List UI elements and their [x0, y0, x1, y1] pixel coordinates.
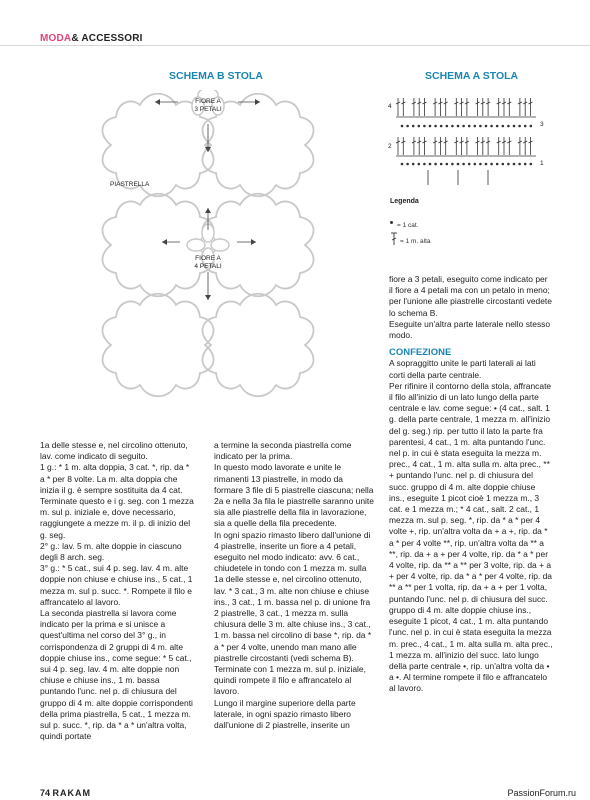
text-column-2: [214, 440, 374, 731]
chain-mark: [524, 163, 526, 165]
col1-para-2: 1 g.: * 1 m. alta doppia, 3 cat. *, rip. da * a * per 8 volte. La m. alta doppia che inizia il g. è sempre sostituita da 4 cat. Terminate questo e i g. seg. con 1 mezza m. sul p. iniziale e, dove necessario, raggiungete a mezze m. il p. di inizio del g. seg.: [40, 462, 194, 540]
chain-mark: [524, 125, 526, 127]
chain-mark: [502, 163, 504, 165]
chain-mark: [480, 125, 482, 127]
chain-mark: [440, 163, 442, 165]
col1-para-3: 2° g.: lav. 5 m. alte doppie in ciascuno degli 8 arch. seg.: [40, 540, 182, 563]
chain-mark: [429, 163, 431, 165]
chain-mark: [401, 163, 403, 165]
chain-mark: [513, 125, 515, 127]
chain-mark: [474, 163, 476, 165]
chain-mark: [530, 125, 532, 127]
chain-mark: [412, 163, 414, 165]
chain-mark: [513, 163, 515, 165]
col1-para-1: 1a delle stesse e, nel circolino ottenuto, lav. come indicato di seguito.: [40, 440, 188, 462]
legend-row-dc: = 1 m. alta: [390, 230, 431, 248]
text-column-3: [389, 274, 553, 695]
legend-row-chain: = 1 cat.: [390, 214, 419, 232]
col1-para-4: 3° g.: * 5 cat., sui 4 p. seg. lav. 4 m. alte doppie non chiuse e chiuse ins., 5 cat., 1 mezza m. sul p. succ. *. Rompete il filo e affrancatelo al lavoro.: [40, 563, 193, 607]
chain-mark: [446, 163, 448, 165]
section-moda: MODA: [40, 33, 72, 44]
site-watermark: PassionForum.ru: [507, 788, 576, 798]
page-footer: [40, 788, 91, 798]
chain-mark: [496, 163, 498, 165]
chain-mark: [457, 163, 459, 165]
chain-mark: [401, 125, 403, 127]
magazine-name: RAKAM: [52, 788, 92, 798]
chain-mark: [440, 125, 442, 127]
chain-mark: [508, 163, 510, 165]
section-accessori: & ACCESSORI: [71, 33, 143, 44]
col3-para-2: Eseguite un'altra parte laterale nello stesso modo.: [389, 318, 551, 341]
double-crochet-icon: [390, 232, 398, 246]
chain-mark: [485, 125, 487, 127]
chain-mark: [496, 125, 498, 127]
row-label-2: 2: [388, 143, 392, 150]
chain-mark: [480, 163, 482, 165]
chain-mark: [412, 125, 414, 127]
page-number: 74: [40, 788, 51, 798]
tile-label: PIASTRELLA: [110, 181, 150, 188]
text-column-1: [40, 440, 195, 742]
chain-icon: [390, 221, 393, 224]
col2-para-3: In ogni spazio rimasto libero dall'unione di 4 piastrelle, inserite un fiore a 4 petali, eseguito nel modo indicato: avv. 6 cat., chiudetele in tondo con 1 mezza m. sulla 1a delle stesse e, nel circolino ottenuto, lav. * 3 cat., 3 m. alte non chiuse e chiuse ins., 3 cat., 1 m. bassa nel p. di unione fra 2 piastrelle, 3 cat., 1 mezza m. sulla chiusura delle 3 m. alte chiuse ins., 3 cat., 1 m. bassa nel circolino di base *, rip. da * a * per 4 volte, unendo man mano alle piastrelle circostanti (vedi schema B). Terminate con 1 mezza m. sul p. iniziale, quindi rompete il filo e affrancatelo al lavoro.: [214, 529, 372, 697]
chain-mark: [407, 163, 409, 165]
chain-mark: [485, 163, 487, 165]
schema-a-diagram: [388, 90, 558, 200]
chain-mark: [468, 163, 470, 165]
row-label-4: 4: [388, 103, 392, 110]
schema-b-title: SCHEMA B STOLA: [169, 70, 263, 82]
chain-mark: [463, 163, 465, 165]
legend-title: Legenda: [390, 198, 419, 205]
row-label-3: 3: [540, 121, 544, 128]
chain-mark: [463, 125, 465, 127]
chain-mark: [429, 125, 431, 127]
chain-mark: [424, 163, 426, 165]
col3-para-4: Per rifinire il contorno della stola, affrancate il filo all'inizio di un lato lungo della parte centrale e lav. come segue: • (4 cat., salt. 1 g. della parte centrale, 1 mezza m. all'inizio del g. seg.) rip. per tutto il lato la parte fra parentesi, 4 cat., 1 m. alta puntando l'unc. nel p. in cui è stata eseguita la mezza m. prec., 4 cat., 1 m. alta sulla m. alta prec., ** + puntando l'unc. nel p. di chiusura del succ. gruppo di 4 m. alte doppie chiuse ins., eseguite 1 picot cioè 1 mezza m., 3 cat. e 1 mezza m.; * 4 cat., salt. 2 cat., 1 mezza m. sul p. seg. *, rip. da * a * per 4 volte +, rip. un'altra volta da + a +, rip. da * a * per 4 volte **, rip. un'altra volta da ** a **, rip. da + a + per 4 volte, rip. da * a * per 4 volte, rip. da ** a ** per 3 volte, rip. da + a + per 4 volte, rip. da * a * per 4 volte, rip. da ** a ** per 1 volta, rip. da + a + per 1 volta, puntando l'unc. nel p. di chiusura del succ. gruppo di 4 m. alte doppie chiuse ins., eseguite 1 picot, 4 cat., 1 m. alta puntando l'unc. nel p. in cui è stata eseguita la mezza m. prec., 4 cat., 1 m. alta sulla m. alta prec., 1 mezza m. all'inizio del succ. lato lungo della parte centrale •, rip. un'altra volta da • a •. Al termine rompete il filo e affrancatelo al lavoro.: [389, 380, 553, 694]
chain-mark: [435, 163, 437, 165]
chain-mark: [418, 163, 420, 165]
section-header: [40, 33, 143, 44]
chain-mark: [452, 163, 454, 165]
chain-mark: [474, 125, 476, 127]
chain-mark: [435, 125, 437, 127]
chain-mark: [502, 125, 504, 127]
schema-a-title: SCHEMA A STOLA: [425, 70, 519, 82]
col3-para-3: A sopraggitto unite le parti laterali ai lati corti della parte centrale.: [389, 358, 536, 380]
flower-4-label-2: 4 PETALI: [194, 263, 222, 270]
chain-mark: [530, 163, 532, 165]
chain-mark: [468, 125, 470, 127]
chain-mark: [418, 125, 420, 127]
chain-mark: [446, 125, 448, 127]
flower-3-label-2: 3 PETALI: [194, 106, 222, 113]
chain-mark: [424, 125, 426, 127]
col2-para-1: a termine la seconda piastrella come indicato per la prima.: [214, 440, 352, 462]
chain-mark: [407, 125, 409, 127]
flower-4-label-1: FIORE A: [195, 255, 221, 262]
flower-3-label-1: FIORE A: [195, 98, 221, 105]
schema-b-diagram: [100, 90, 355, 435]
chain-mark: [491, 163, 493, 165]
col1-para-5: La seconda piastrella si lavora come indicato per la prima e si unisce a quest'ultima nel corso del 3° g., in corrispondenza di 2 gruppi di 4 m. alte doppie chiuse ins., come segue: * 5 cat., sui 4 p. seg. lav. 4 m. alte doppie non chiuse e chiuse ins., 1 m. bassa puntando l'unc. nel p. di chiusura del gruppo di 4 m. alte doppie corrispondenti della prima piastrella, 5 cat., 1 mezza m. sul p. succ. *, rip. da * a * un'altra volta, quindi portate: [40, 608, 193, 742]
header-rule: [0, 45, 590, 46]
chain-mark: [508, 125, 510, 127]
chain-mark: [452, 125, 454, 127]
row-label-1: 1: [540, 160, 544, 167]
chain-mark: [491, 125, 493, 127]
chain-mark: [457, 125, 459, 127]
chain-mark: [519, 125, 521, 127]
col3-para-1: fiore a 3 petali, eseguito come indicato per il fiore a 4 petali ma con un petalo in meno; per l'unione alle piastrelle circostanti vedete lo schema B.: [389, 274, 552, 318]
confezione-heading: CONFEZIONE: [389, 347, 452, 359]
col2-para-2: In questo modo lavorate e unite le rimanenti 13 piastrelle, in modo da formare 3 file di 5 piastrelle ciascuna; nella 2a e nella 3a fila le piastrelle saranno unite sia alle piastrelle della fila in lavorazione, sia a quelle della fila precedente.: [214, 462, 374, 529]
chain-mark: [519, 163, 521, 165]
col2-para-4: Lungo il margine superiore della parte laterale, in ogni spazio rimasto libero dall'unione di 2 piastrelle, inserite un: [214, 697, 356, 731]
